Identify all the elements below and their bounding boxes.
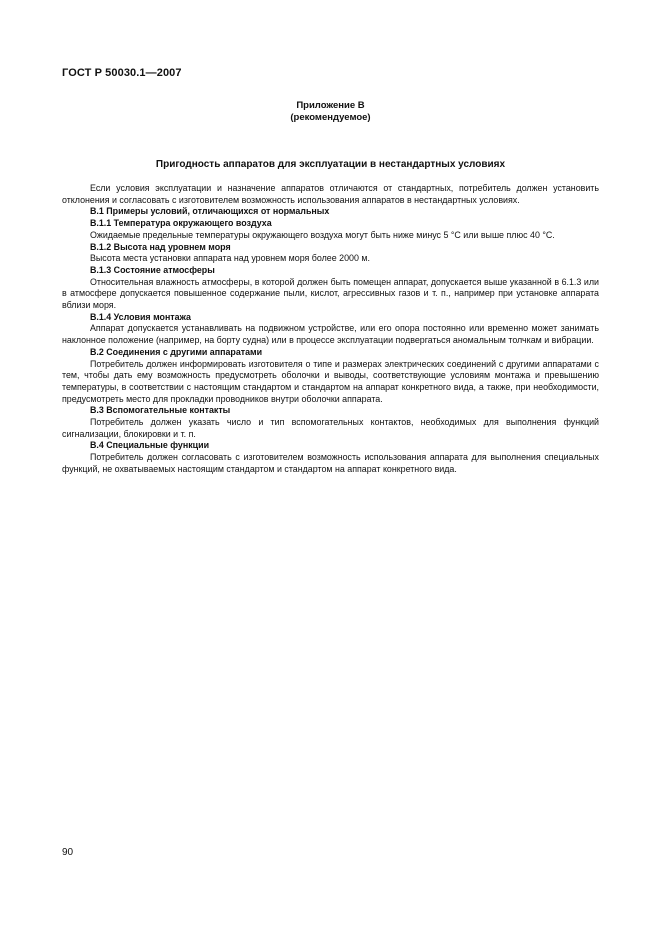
paragraph: Ожидаемые предельные температуры окружающего воздуха могут быть ниже минус 5 °С или выше плюс 40 °С. xyxy=(90,229,555,240)
paragraph: Если условия эксплуатации и назначение аппаратов отличаются от стандартных, потребитель должен установить отклонения и согласовать с изготовителем возможность использования аппаратов в нестандартных условиях. xyxy=(62,183,599,205)
subsection-heading: В.3 Вспомогательные контакты xyxy=(90,405,231,416)
paragraph: Потребитель должен указать число и тип вспомогательных контактов, необходимых для выполнения функций сигнализации, блокировки и т. п. xyxy=(62,417,599,439)
subsection-heading: В.1 Примеры условий, отличающихся от нормальных xyxy=(90,206,330,217)
subsection-heading: В.4 Специальные функции xyxy=(90,440,210,451)
subsection-heading: В.2 Соединения с другими аппаратами xyxy=(90,346,263,357)
document-body xyxy=(62,183,599,476)
paragraph: Потребитель должен согласовать с изготовителем возможность использования аппарата для выполнения специальных функций, не охватываемых настоящим стандартом и стандартом на аппарат конкретного вида. xyxy=(62,452,599,474)
subsection-heading: В.1.3 Состояние атмосферы xyxy=(90,264,215,275)
subsection-heading: В.1.4 Условия монтажа xyxy=(90,311,191,322)
document-code: ГОСТ Р 50030.1—2007 xyxy=(62,67,182,79)
appendix-subtitle: (рекомендуемое) xyxy=(290,112,371,123)
appendix-title: Приложение В xyxy=(296,100,365,111)
paragraph: Относительная влажность атмосферы, в которой должен быть помещен аппарат, допускается выше указанной в 6.1.3 или в атмосфере допускается повышенное содержание пыли, кислот, агрессивных газов и т. п., например при установке аппарата вблизи моря. xyxy=(62,276,599,311)
paragraph: Потребитель должен информировать изготовителя о типе и размерах электрических соединений с другими аппаратами с тем, чтобы дать ему возможность предусмотреть оболочки и выводы, соответствующие условиям монтажа и превышению температуры, в соответствии с настоящим стандартом и стандартом на аппарат конкретного вида, а также, при необходимости, предусмотреть место для прокладки проводников внутри оболочки аппарата. xyxy=(62,358,599,404)
subsection-heading: В.1.1 Температура окружающего воздуха xyxy=(90,218,272,229)
paragraph: Высота места установки аппарата над уровнем моря более 2000 м. xyxy=(90,253,370,264)
section-title: Пригодность аппаратов для эксплуатации в нестандартных условиях xyxy=(155,159,506,170)
subsection-heading: В.1.2 Высота над уровнем моря xyxy=(90,241,231,252)
paragraph: Аппарат допускается устанавливать на подвижном устройстве, или его опора постоянно или временно может занимать наклонное положение (например, на борту судна) или в процессе эксплуатации подвергаться аномальным толчкам и вибрации. xyxy=(62,323,599,346)
page-number: 90 xyxy=(62,847,74,858)
